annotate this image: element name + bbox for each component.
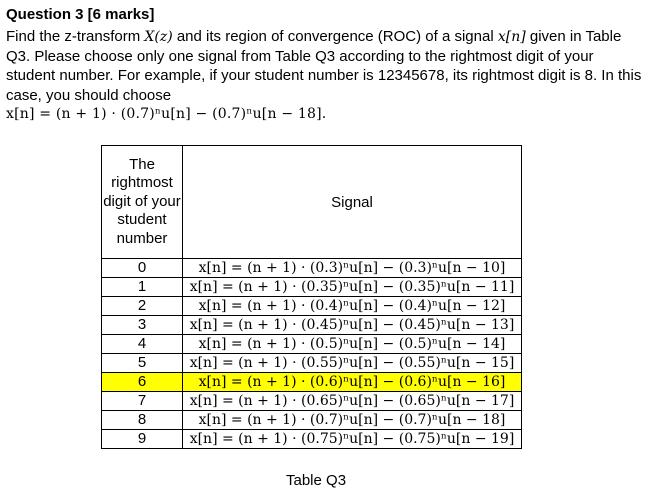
question-text-part: and its region of convergence (ROC) of a signal [172, 28, 498, 45]
row-signal: x[n] = (n + 1) · (0.65)ⁿu[n] − (0.65)ⁿu[n − 17] [183, 392, 522, 411]
row-digit: 6 [102, 373, 183, 392]
table-row [102, 373, 522, 392]
table-row [102, 297, 522, 316]
table-row [102, 392, 522, 411]
table-row [102, 316, 522, 335]
table-row [102, 259, 522, 278]
row-signal: x[n] = (n + 1) · (0.5)ⁿu[n] − (0.5)ⁿu[n − 14] [183, 335, 522, 354]
row-signal: x[n] = (n + 1) · (0.6)ⁿu[n] − (0.6)ⁿu[n − 16] [183, 373, 522, 392]
question-text-part: given in Table Q3. Please choose only one signal from Table Q3 according to the rightmost digit of your student number. For example, if your student number is 12345678, its rightmost digit is 8. In this case, you should choose [6, 28, 642, 104]
table-row [102, 335, 522, 354]
table-row [102, 411, 522, 430]
row-digit: 0 [102, 259, 183, 278]
row-digit: 8 [102, 411, 183, 430]
row-digit: 5 [102, 354, 183, 373]
header-digit: The rightmost digit of your student number [102, 146, 183, 259]
row-digit: 1 [102, 278, 183, 297]
row-digit: 2 [102, 297, 183, 316]
z-transform-symbol: X(z) [144, 29, 173, 45]
table-row [102, 430, 522, 449]
question-title: Question 3 [6 marks] [6, 6, 155, 23]
row-signal: x[n] = (n + 1) · (0.4)ⁿu[n] − (0.4)ⁿu[n − 12] [183, 297, 522, 316]
row-digit: 9 [102, 430, 183, 449]
header-signal: Signal [183, 146, 522, 259]
row-signal: x[n] = (n + 1) · (0.75)ⁿu[n] − (0.75)ⁿu[n − 19] [183, 430, 522, 449]
table-header-row [102, 146, 522, 259]
example-equation: x[n] = (n + 1) · (0.7)ⁿu[n] − (0.7)ⁿu[n − 18]. [6, 106, 327, 122]
row-digit: 4 [102, 335, 183, 354]
row-signal: x[n] = (n + 1) · (0.35)ⁿu[n] − (0.35)ⁿu[n − 11] [183, 278, 522, 297]
row-signal: x[n] = (n + 1) · (0.55)ⁿu[n] − (0.55)ⁿu[n − 15] [183, 354, 522, 373]
signal-symbol: x[n] [497, 29, 526, 45]
table-caption: Table Q3 [286, 472, 347, 489]
row-signal: x[n] = (n + 1) · (0.7)ⁿu[n] − (0.7)ⁿu[n − 18] [183, 411, 522, 430]
row-digit: 7 [102, 392, 183, 411]
row-signal: x[n] = (n + 1) · (0.45)ⁿu[n] − (0.45)ⁿu[n − 13] [183, 316, 522, 335]
table-row [102, 278, 522, 297]
signal-table [101, 145, 522, 449]
row-signal: x[n] = (n + 1) · (0.3)ⁿu[n] − (0.3)ⁿu[n − 10] [183, 259, 522, 278]
question-text-part: Find the z-transform [6, 28, 145, 45]
table-row [102, 354, 522, 373]
row-digit: 3 [102, 316, 183, 335]
question-text [6, 27, 642, 105]
